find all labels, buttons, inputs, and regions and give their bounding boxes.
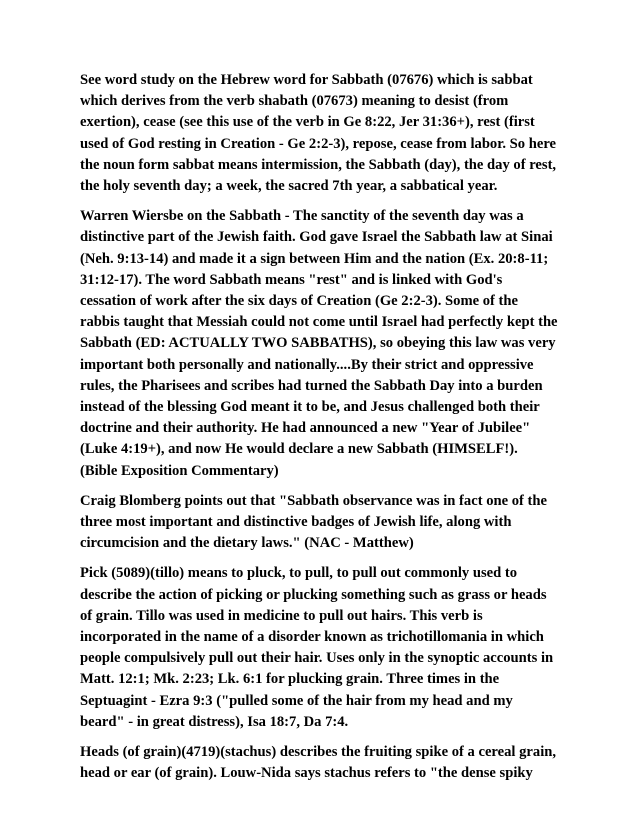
paragraph-wiersbe-sabbath: Warren Wiersbe on the Sabbath - The sanctity of the seventh day was a distinctive part of the Jewish faith. God gave Israel the Sabbath law at Sinai (Neh. 9:13-14) and made it a sign between Him and the nation (Ex. 20:8-11; 31:12-17). The word Sabbath means "rest" and is linked with God's cessation of work after the six days of Creation (Ge 2:2-3). Some of the rabbis taught that Messiah could not come until Israel had perfectly kept the Sabbath (ED: ACTUALLY TWO SABBATHS), so obeying this law was very important both personally and nationally....By their strict and oppressive rules, the Pharisees and scribes had turned the Sabbath Day into a burden instead of the blessing God meant it to be, and Jesus challenged both their doctrine and their authority. He had announced a new "Year of Jubilee" (Luke 4:19+), and now He would declare a new Sabbath (HIMSELF!). (Bible Exposition Commentary) (80, 208, 558, 479)
paragraph-blomberg-quote: Craig Blomberg points out that "Sabbath observance was in fact one of the three most important and distinctive badges of Jewish life, along with circumcision and the dietary laws." (NAC - Matthew) (80, 492, 547, 552)
paragraph-heads-stachus: Heads (of grain)(4719)(stachus) describes the fruiting spike of a cereal grain, head or ear (of grain). Louw-Nida says stachus refers to "the dense spiky (80, 744, 557, 782)
document-body (80, 70, 558, 794)
paragraph-pick-tillo: Pick (5089)(tillo) means to pluck, to pull, to pull out commonly used to describe the action of picking or plucking something such as grass or heads of grain. Tillo was used in medicine to pull out hairs. This verb is incorporated in the name of a disorder known as trichotillomania in which people compulsively pull out their hair. Uses only in the synoptic accounts in Matt. 12:1; Mk. 2:23; Lk. 6:1 for plucking grain. Three times in the Septuagint - Ezra 9:3 ("pulled some of the hair from my head and my beard" - in great distress), Isa 18:7, Da 7:4. (80, 565, 554, 730)
paragraph-sabbath-word-study: See word study on the Hebrew word for Sabbath (07676) which is sabbat which derives from the verb shabath (07673) meaning to desist (from exertion), cease (see this use of the verb in Ge 8:22, Jer 31:36+), rest (first used of God resting in Creation - Ge 2:2-3), repose, cease from labor. So here the noun form sabbat means intermission, the Sabbath (day), the day of rest, the holy seventh day; a week, the sacred 7th year, a sabbatical year. (80, 72, 557, 195)
